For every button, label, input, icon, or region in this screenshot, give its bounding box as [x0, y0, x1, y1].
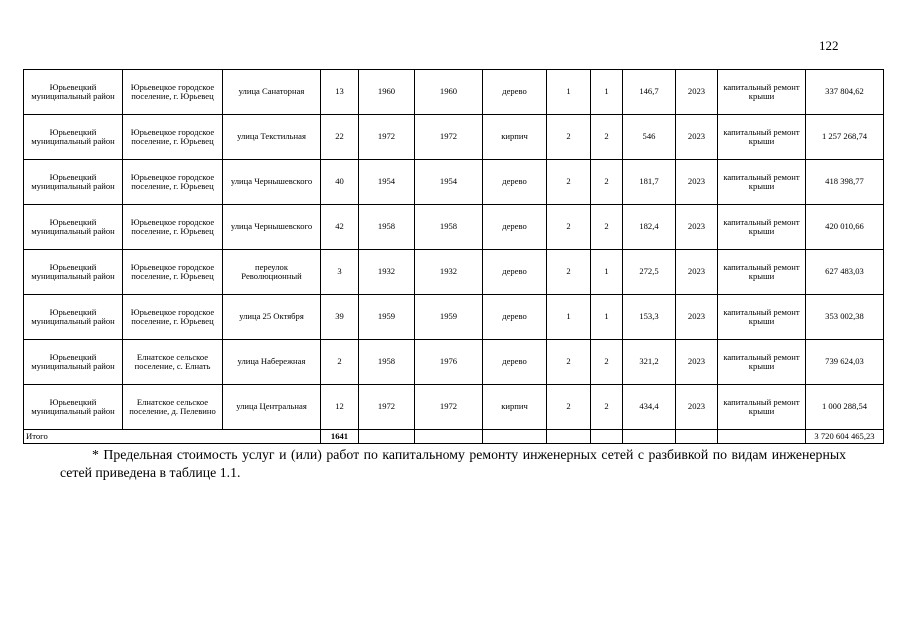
- cell-street: улица Чернышевского: [223, 205, 321, 250]
- cell-wall-material: дерево: [483, 70, 547, 115]
- cell-year: 2023: [676, 70, 718, 115]
- cell-year: 2023: [676, 115, 718, 160]
- cell-cost: 337 804,62: [806, 70, 884, 115]
- cell-house-number: 2: [321, 340, 359, 385]
- cell-settlement: Юрьевецкое городское поселение, г. Юрьевец: [123, 160, 223, 205]
- cell-settlement: Елнатское сельское поселение, с. Елнать: [123, 340, 223, 385]
- cell-year: 2023: [676, 250, 718, 295]
- cell-settlement: Юрьевецкое городское поселение, г. Юрьевец: [123, 295, 223, 340]
- cell-build-year: 1958: [359, 340, 415, 385]
- cell-work-type: капитальный ремонт крыши: [718, 115, 806, 160]
- cell-area: 181,7: [623, 160, 676, 205]
- cell-work-type: капитальный ремонт крыши: [718, 295, 806, 340]
- cell-build-year: 1932: [359, 250, 415, 295]
- cell-house-number: 42: [321, 205, 359, 250]
- cell-work-type: капитальный ремонт крыши: [718, 250, 806, 295]
- cell-settlement: Юрьевецкое городское поселение, г. Юрьевец: [123, 70, 223, 115]
- cell-work-type: капитальный ремонт крыши: [718, 385, 806, 430]
- cell-house-number: 22: [321, 115, 359, 160]
- total-sum: 3 720 604 465,23: [806, 430, 884, 444]
- cell-street: переулок Революционный: [223, 250, 321, 295]
- cell-cost: 353 002,38: [806, 295, 884, 340]
- cell-area: 146,7: [623, 70, 676, 115]
- cell-wall-material: кирпич: [483, 385, 547, 430]
- cell-entrances: 1: [591, 70, 623, 115]
- cell-area: 434,4: [623, 385, 676, 430]
- cell-settlement: Юрьевецкое городское поселение, г. Юрьевец: [123, 250, 223, 295]
- cell-floors: 2: [547, 385, 591, 430]
- cell-settlement: Юрьевецкое городское поселение, г. Юрьевец: [123, 115, 223, 160]
- cell-reconstruction-year: 1972: [415, 385, 483, 430]
- cell-entrances: 1: [591, 295, 623, 340]
- cell-year: 2023: [676, 340, 718, 385]
- total-empty-cell: [483, 430, 547, 444]
- cell-reconstruction-year: 1976: [415, 340, 483, 385]
- cell-district: Юрьевецкий муниципальный район: [24, 340, 123, 385]
- cell-reconstruction-year: 1932: [415, 250, 483, 295]
- total-empty-cell: [623, 430, 676, 444]
- cell-cost: 420 010,66: [806, 205, 884, 250]
- table-row: [24, 250, 884, 295]
- cell-reconstruction-year: 1959: [415, 295, 483, 340]
- cell-build-year: 1960: [359, 70, 415, 115]
- total-empty-cell: [359, 430, 415, 444]
- cell-build-year: 1972: [359, 385, 415, 430]
- cell-area: 153,3: [623, 295, 676, 340]
- cell-district: Юрьевецкий муниципальный район: [24, 115, 123, 160]
- cell-floors: 2: [547, 205, 591, 250]
- table-row: [24, 160, 884, 205]
- cell-cost: 1 257 268,74: [806, 115, 884, 160]
- cell-floors: 2: [547, 115, 591, 160]
- cell-work-type: капитальный ремонт крыши: [718, 70, 806, 115]
- cell-cost: 739 624,03: [806, 340, 884, 385]
- cell-area: 546: [623, 115, 676, 160]
- cell-entrances: 1: [591, 250, 623, 295]
- cell-wall-material: дерево: [483, 205, 547, 250]
- cell-district: Юрьевецкий муниципальный район: [24, 70, 123, 115]
- total-row: [24, 430, 884, 444]
- cell-wall-material: дерево: [483, 295, 547, 340]
- cell-settlement: Елнатское сельское поселение, д. Пелевино: [123, 385, 223, 430]
- cell-floors: 2: [547, 160, 591, 205]
- total-label: Итого: [24, 430, 321, 444]
- cell-street: улица 25 Октября: [223, 295, 321, 340]
- footnote: * Предельная стоимость услуг и (или) работ по капитальному ремонту инженерных сетей с разбивкой по видам инженерных сетей приведена в таблице 1.1.: [60, 447, 846, 480]
- cell-floors: 1: [547, 295, 591, 340]
- cell-wall-material: дерево: [483, 160, 547, 205]
- table-row: [24, 385, 884, 430]
- cell-area: 321,2: [623, 340, 676, 385]
- cell-build-year: 1954: [359, 160, 415, 205]
- cell-wall-material: кирпич: [483, 115, 547, 160]
- cell-district: Юрьевецкий муниципальный район: [24, 160, 123, 205]
- cell-reconstruction-year: 1972: [415, 115, 483, 160]
- table-row: [24, 205, 884, 250]
- table-row: [24, 295, 884, 340]
- cell-reconstruction-year: 1954: [415, 160, 483, 205]
- table-row: [24, 70, 884, 115]
- table-row: [24, 115, 884, 160]
- cell-entrances: 2: [591, 160, 623, 205]
- cell-settlement: Юрьевецкое городское поселение, г. Юрьевец: [123, 205, 223, 250]
- table-row: [24, 340, 884, 385]
- cell-house-number: 39: [321, 295, 359, 340]
- cell-street: улица Текстильная: [223, 115, 321, 160]
- cell-build-year: 1972: [359, 115, 415, 160]
- cell-year: 2023: [676, 160, 718, 205]
- cell-entrances: 2: [591, 115, 623, 160]
- cell-work-type: капитальный ремонт крыши: [718, 160, 806, 205]
- cell-entrances: 2: [591, 340, 623, 385]
- total-count: 1641: [321, 430, 359, 444]
- cell-district: Юрьевецкий муниципальный район: [24, 250, 123, 295]
- cell-entrances: 2: [591, 205, 623, 250]
- cell-work-type: капитальный ремонт крыши: [718, 205, 806, 250]
- cell-street: улица Санаторная: [223, 70, 321, 115]
- cell-reconstruction-year: 1960: [415, 70, 483, 115]
- cell-house-number: 13: [321, 70, 359, 115]
- cell-cost: 1 000 288,54: [806, 385, 884, 430]
- total-empty-cell: [591, 430, 623, 444]
- cell-house-number: 12: [321, 385, 359, 430]
- cell-area: 182,4: [623, 205, 676, 250]
- cell-street: улица Центральная: [223, 385, 321, 430]
- cell-floors: 1: [547, 70, 591, 115]
- total-empty-cell: [676, 430, 718, 444]
- cell-entrances: 2: [591, 385, 623, 430]
- cell-wall-material: дерево: [483, 340, 547, 385]
- cell-wall-material: дерево: [483, 250, 547, 295]
- total-empty-cell: [415, 430, 483, 444]
- cell-year: 2023: [676, 205, 718, 250]
- cell-work-type: капитальный ремонт крыши: [718, 340, 806, 385]
- cell-street: улица Чернышевского: [223, 160, 321, 205]
- cell-street: улица Набережная: [223, 340, 321, 385]
- cell-reconstruction-year: 1958: [415, 205, 483, 250]
- cell-year: 2023: [676, 295, 718, 340]
- cell-house-number: 3: [321, 250, 359, 295]
- cell-cost: 627 483,03: [806, 250, 884, 295]
- housing-repair-table: [23, 69, 884, 444]
- cell-floors: 2: [547, 340, 591, 385]
- cell-build-year: 1959: [359, 295, 415, 340]
- total-empty-cell: [718, 430, 806, 444]
- cell-area: 272,5: [623, 250, 676, 295]
- cell-build-year: 1958: [359, 205, 415, 250]
- cell-cost: 418 398,77: [806, 160, 884, 205]
- cell-district: Юрьевецкий муниципальный район: [24, 205, 123, 250]
- cell-house-number: 40: [321, 160, 359, 205]
- cell-district: Юрьевецкий муниципальный район: [24, 385, 123, 430]
- cell-district: Юрьевецкий муниципальный район: [24, 295, 123, 340]
- page-number: 122: [819, 38, 839, 53]
- cell-floors: 2: [547, 250, 591, 295]
- cell-year: 2023: [676, 385, 718, 430]
- total-empty-cell: [547, 430, 591, 444]
